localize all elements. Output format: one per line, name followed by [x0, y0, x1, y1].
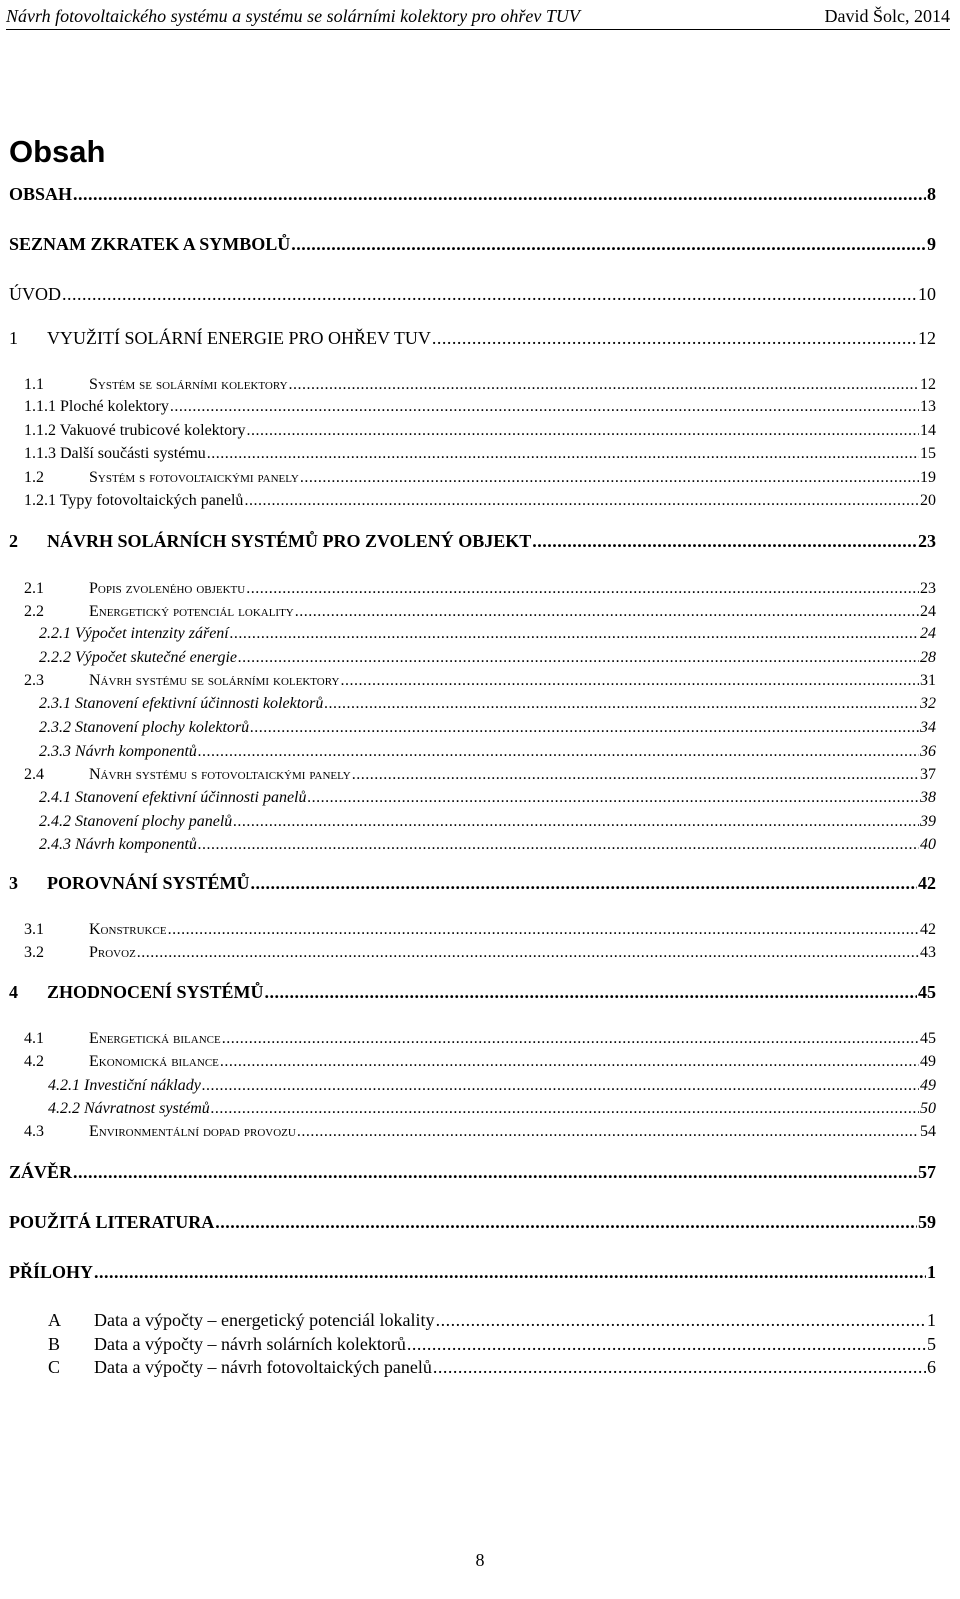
toc-leader-dots	[352, 764, 919, 786]
toc-leader-dots	[295, 601, 919, 623]
toc-heading: Obsah	[9, 134, 106, 169]
toc-entry-page: 57	[918, 1162, 936, 1182]
toc-leader-dots	[436, 1309, 926, 1331]
toc-leader-dots	[250, 717, 919, 739]
toc-entry-number: 4.2	[24, 1053, 44, 1070]
toc-entry-title: 2.2.2 Výpočet skutečné energie	[39, 649, 237, 666]
toc-entry-title: Konstrukce	[89, 921, 167, 938]
toc-leader-dots	[73, 1161, 917, 1183]
toc-leader-dots	[297, 1121, 919, 1143]
toc-leader-dots	[289, 374, 919, 396]
toc-entry[interactable]	[24, 467, 936, 489]
toc-entry-page: 6	[927, 1357, 936, 1377]
toc-leader-dots	[215, 1211, 917, 1233]
toc-entry-number: 4	[9, 982, 18, 1002]
toc-entry[interactable]	[9, 283, 936, 305]
toc-entry-number: B	[48, 1334, 61, 1354]
toc-leader-dots	[251, 872, 917, 894]
header-title: Návrh fotovoltaického systému a systému se solárními kolektory pro ohřev TUV	[6, 6, 580, 26]
toc-entry-title: Energetická bilance	[89, 1030, 221, 1047]
toc-entry[interactable]	[9, 872, 936, 894]
toc-entry-page: 40	[920, 836, 936, 853]
toc-leader-dots	[222, 1028, 919, 1050]
toc-entry-number: 2.3	[24, 672, 44, 689]
toc-entry[interactable]	[24, 420, 936, 442]
toc-entry-page: 5	[927, 1334, 936, 1354]
toc-entry-page: 24	[920, 603, 936, 620]
toc-leader-dots	[170, 396, 919, 418]
toc-entry-number: 3.1	[24, 921, 44, 938]
toc-leader-dots	[308, 787, 920, 809]
toc-entry[interactable]	[48, 1309, 936, 1331]
toc-leader-dots	[340, 670, 919, 692]
toc-entry-number: 2.2	[24, 603, 44, 620]
toc-entry[interactable]	[24, 919, 936, 941]
toc-entry-number: C	[48, 1357, 61, 1377]
toc-leader-dots	[300, 467, 919, 489]
toc-leader-dots	[198, 741, 919, 763]
toc-leader-dots	[202, 1075, 919, 1097]
toc-entry-number: 4.1	[24, 1030, 44, 1047]
toc-entry-page: 43	[920, 944, 936, 961]
toc-entry[interactable]	[24, 1028, 936, 1050]
page-number: 8	[475, 1550, 485, 1570]
toc-entry-title: Ekonomická bilance	[89, 1053, 219, 1070]
toc-entry-title: POROVNÁNÍ SYSTÉMŮ	[47, 873, 250, 893]
toc-entry-title: 2.3.2 Stanovení plochy kolektorů	[39, 719, 250, 736]
toc-entry-title: Energetický potenciál lokality	[89, 603, 294, 620]
toc-entry-page: 50	[920, 1100, 936, 1117]
toc-entry-page: 23	[920, 580, 936, 597]
toc-entry-title: ÚVOD	[9, 284, 61, 304]
toc-leader-dots	[238, 647, 919, 669]
toc-entry[interactable]	[24, 670, 936, 692]
toc-leader-dots	[198, 834, 919, 856]
toc-entry-title: ZÁVĚR	[9, 1162, 73, 1182]
toc-entry-page: 49	[920, 1077, 936, 1094]
toc-entry-page: 34	[920, 719, 936, 736]
toc-entry[interactable]	[9, 233, 936, 255]
toc-leader-dots	[168, 919, 919, 941]
toc-entry-page: 14	[920, 422, 936, 439]
toc-entry-title: SEZNAM ZKRATEK A SYMBOLŮ	[9, 234, 291, 254]
toc-entry[interactable]	[39, 693, 936, 715]
toc-entry-title: Popis zvoleného objektu	[89, 580, 246, 597]
toc-entry-page: 1	[927, 1310, 936, 1330]
toc-entry-title: 1.2.1 Typy fotovoltaických panelů	[24, 492, 244, 509]
toc-entry-number: A	[48, 1310, 61, 1330]
toc-entry-number: 2.4	[24, 766, 44, 783]
toc-leader-dots	[73, 183, 926, 205]
toc-entry-title: 4.2.1 Investiční náklady	[48, 1077, 201, 1094]
toc-entry[interactable]	[39, 811, 936, 833]
toc-entry-title: Provoz	[89, 944, 136, 961]
toc-leader-dots	[62, 283, 917, 305]
toc-entry[interactable]	[39, 623, 936, 645]
toc-entry-number: 1.1	[24, 376, 44, 393]
toc-entry-title: PŘÍLOHY	[9, 1262, 94, 1282]
toc-entry[interactable]	[24, 490, 936, 512]
toc-entry-title: 2.4.2 Stanovení plochy panelů	[39, 813, 233, 830]
toc-entry-number: 3.2	[24, 944, 44, 961]
toc-entry[interactable]	[9, 1161, 936, 1183]
toc-entry[interactable]	[24, 942, 936, 964]
toc-leader-dots	[432, 327, 917, 349]
toc-entry-page: 13	[920, 398, 936, 415]
toc-entry-page: 49	[920, 1053, 936, 1070]
toc-entry-page: 23	[918, 531, 936, 551]
toc-entry-title: 1.1.3 Další součásti systému	[24, 445, 206, 462]
toc-leader-dots	[220, 1051, 919, 1073]
toc-entry[interactable]	[24, 396, 936, 418]
toc-entry-number: 2	[9, 531, 18, 551]
toc-entry-title: Data a výpočty – energetický potenciál lokality	[94, 1310, 435, 1330]
toc-entry[interactable]	[9, 530, 936, 552]
toc-entry-title: 1.1.1 Ploché kolektory	[24, 398, 169, 415]
toc-entry-number: 3	[9, 873, 18, 893]
toc-entry[interactable]	[48, 1356, 936, 1378]
toc-entry-title: Environmentální dopad provozu	[89, 1123, 296, 1140]
toc-entry-page: 32	[920, 695, 936, 712]
toc-entry[interactable]	[39, 741, 936, 763]
toc-entry-title: Data a výpočty – návrh fotovoltaických panelů	[94, 1357, 432, 1377]
toc-entry-page: 9	[927, 234, 936, 254]
toc-leader-dots	[207, 443, 919, 465]
toc-entry-title: Návrh systému s fotovoltaickými panely	[89, 766, 351, 783]
toc-entry-title: OBSAH	[9, 184, 73, 204]
toc-entry-page: 37	[920, 766, 936, 783]
toc-entry[interactable]	[24, 374, 936, 396]
toc-entry-page: 19	[920, 469, 936, 486]
toc-entry[interactable]	[24, 578, 936, 600]
toc-entry[interactable]	[24, 443, 936, 465]
toc-entry-title: POUŽITÁ LITERATURA	[9, 1212, 215, 1232]
toc-entry[interactable]	[24, 601, 936, 623]
running-header	[6, 6, 950, 30]
toc-entry-page: 42	[920, 921, 936, 938]
toc-entry-number: 4.3	[24, 1123, 44, 1140]
toc-entry-page: 31	[920, 672, 936, 689]
toc-entry-title: Systém se solárními kolektory	[89, 376, 288, 393]
toc-leader-dots	[246, 578, 919, 600]
toc-entry[interactable]	[9, 183, 936, 205]
toc-leader-dots	[265, 981, 917, 1003]
header-author: David Šolc, 2014	[824, 6, 950, 26]
toc-entry-title: ZHODNOCENÍ SYSTÉMŮ	[47, 982, 264, 1002]
toc-entry-number: 2.1	[24, 580, 44, 597]
toc-leader-dots	[211, 1098, 919, 1120]
toc-entry[interactable]	[39, 787, 936, 809]
toc-entry-number: 1.2	[24, 469, 44, 486]
toc-entry[interactable]	[39, 647, 936, 669]
toc-entry-page: 15	[920, 445, 936, 462]
toc-leader-dots	[407, 1333, 926, 1355]
toc-entry-title: 2.2.1 Výpočet intenzity záření	[39, 625, 229, 642]
toc-leader-dots	[137, 942, 919, 964]
toc-entry[interactable]	[9, 327, 936, 349]
toc-entry-title: VYUŽITÍ SOLÁRNÍ ENERGIE PRO OHŘEV TUV	[47, 328, 431, 348]
toc-entry-page: 39	[920, 813, 936, 830]
toc-entry-page: 24	[920, 625, 936, 642]
toc-entry-page: 59	[918, 1212, 936, 1232]
toc-entry[interactable]	[48, 1333, 936, 1355]
toc-entry-title: NÁVRH SOLÁRNÍCH SYSTÉMŮ PRO ZVOLENÝ OBJEKT	[47, 531, 532, 551]
toc-entry[interactable]	[48, 1075, 936, 1097]
toc-entry-title: 2.3.1 Stanovení efektivní účinnosti kolektorů	[39, 695, 324, 712]
toc-entry-title: 4.2.2 Návratnost systémů	[48, 1100, 210, 1117]
toc-entry-page: 20	[920, 492, 936, 509]
toc-entry-number: 1	[9, 328, 18, 348]
toc-entry[interactable]	[39, 834, 936, 856]
toc-entry-page: 36	[920, 743, 936, 760]
toc-leader-dots	[532, 530, 917, 552]
toc-entry[interactable]	[24, 1051, 936, 1073]
toc-entry-title: 1.1.2 Vakuové trubicové kolektory	[24, 422, 246, 439]
toc-entry-page: 28	[920, 649, 936, 666]
toc-leader-dots	[324, 693, 919, 715]
toc-leader-dots	[244, 490, 919, 512]
toc-entry-page: 45	[920, 1030, 936, 1047]
toc-entry-title: 2.4.3 Návrh komponentů	[39, 836, 197, 853]
toc-leader-dots	[233, 811, 919, 833]
toc-leader-dots	[246, 420, 919, 442]
toc-entry[interactable]	[9, 1261, 936, 1283]
toc-entry-page: 45	[918, 982, 936, 1002]
toc-entry-title: Systém s fotovoltaickými panely	[89, 469, 299, 486]
toc-leader-dots	[433, 1356, 926, 1378]
toc-entry-page: 1	[927, 1262, 936, 1282]
toc-leader-dots	[230, 623, 919, 645]
toc-leader-dots	[94, 1261, 926, 1283]
toc-entry[interactable]	[48, 1098, 936, 1120]
toc-entry-title: 2.3.3 Návrh komponentů	[39, 743, 197, 760]
toc-entry[interactable]	[9, 1211, 936, 1233]
toc-entry[interactable]	[24, 764, 936, 786]
toc-entry-page: 12	[918, 328, 936, 348]
toc-entry-page: 38	[920, 789, 936, 806]
toc-entry[interactable]	[24, 1121, 936, 1143]
toc-entry-title: 2.4.1 Stanovení efektivní účinnosti panelů	[39, 789, 307, 806]
toc-entry[interactable]	[9, 981, 936, 1003]
toc-entry-title: Návrh systému se solárními kolektory	[89, 672, 340, 689]
toc-entry-page: 12	[920, 376, 936, 393]
toc-leader-dots	[291, 233, 926, 255]
toc-entry-page: 8	[927, 184, 936, 204]
toc-entry-page: 54	[920, 1123, 936, 1140]
toc-entry-page: 42	[918, 873, 936, 893]
toc-entry[interactable]	[39, 717, 936, 739]
toc-entry-title: Data a výpočty – návrh solárních kolektorů	[94, 1334, 406, 1354]
toc-entry-page: 10	[918, 284, 936, 304]
